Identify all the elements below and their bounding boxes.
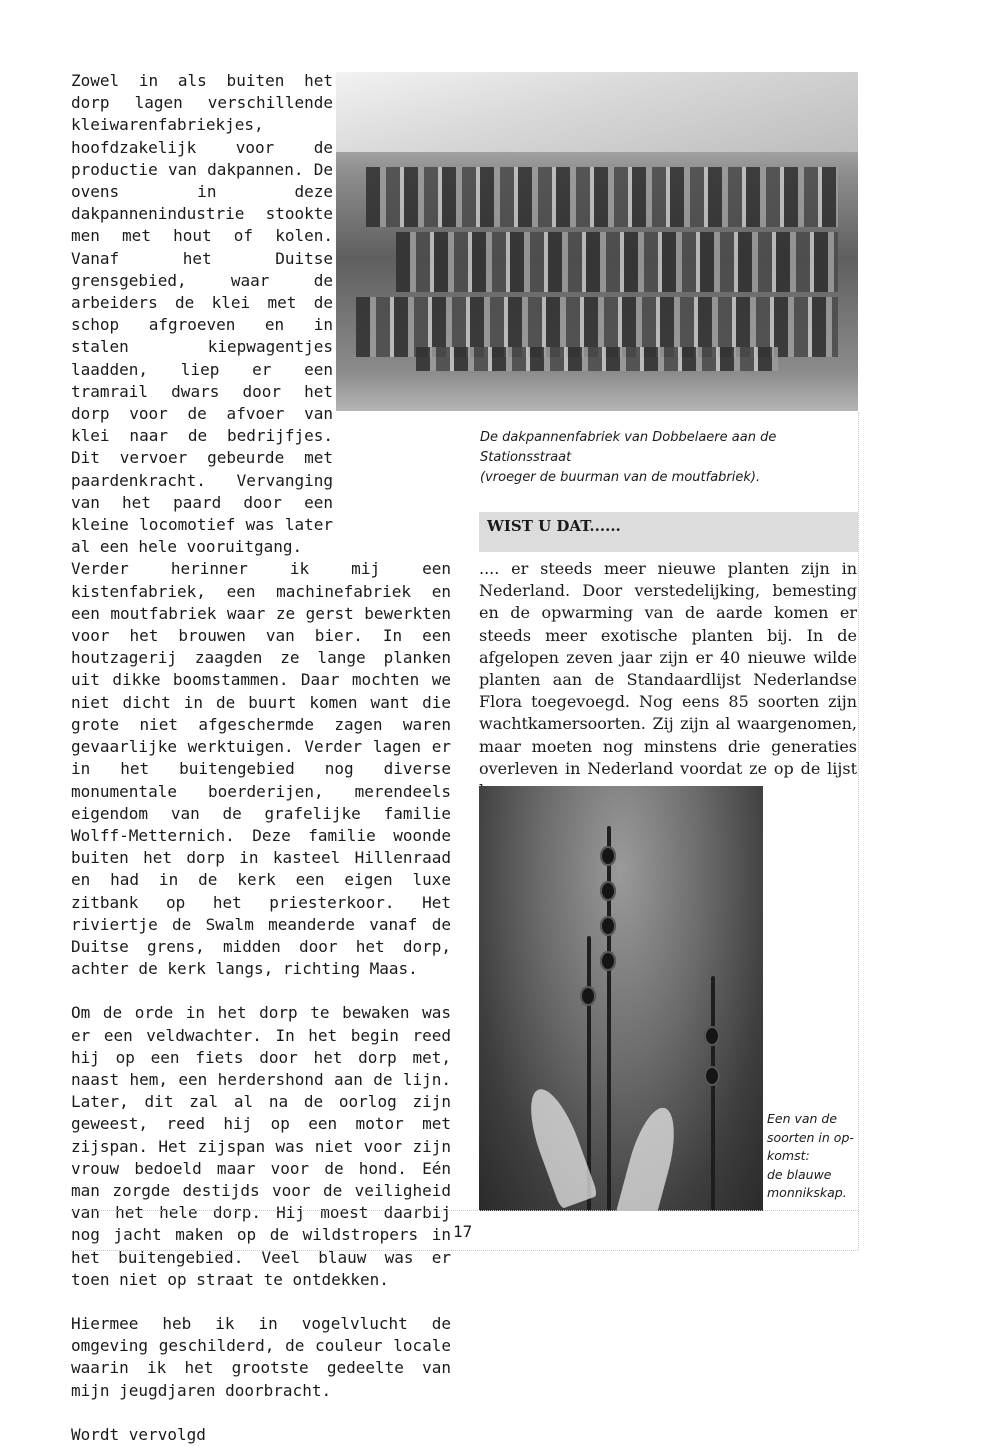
wist-u-dat-text: .... er steeds meer nieuwe planten zijn in Nederland. Door verstedelijking, bemesting en de opwarming van de aarde komen er steeds meer exotische planten bij. In de afgelopen zeven jaar zijn er 40 nieuwe wilde planten aan de Standaardlijst Nederlandse Flora toegevoegd. Nog eens 85 soorten zijn wachtkamersoorten. Zij zijn al waargenomen, maar moeten nog minstens drie generaties overleven in Nederland voordat ze op de lijst — [479, 559, 857, 778]
dotted-divider-top — [71, 1210, 858, 1211]
article-paragraph-2: Om de orde in het dorp te bewaken was er een veldwachter. In het begin reed hij op een fiets door het dorp met, naast hem, een herdershond aan de lijn. Later, dit zal al na de oorlog zijn geweest, reed hij op een motor met zijspan. Het zijspan was niet voor zijn vrouw bedoeld maar voor de hond. Eén man zorgde destijds voor de veiligheid van het hele dorp. Hij moest daarbij nog jacht maken op de wildstropers in het buitengebied. Veel blauw was er toen niet op straat te ontdekken. — [71, 1003, 451, 1289]
article-closing: Wordt vervolgd — [71, 1424, 206, 1444]
wist-u-dat-title: WIST U DAT...... — [487, 517, 621, 535]
dotted-divider-right — [858, 412, 859, 1250]
plant-photo-caption — [767, 1110, 857, 1203]
article-paragraph-3: Hiermee heb ik in vogelvlucht de omgeving geschilderd, de couleur locale waarin ik het grootste gedeelte van mijn jeugdjaren doorbracht. — [71, 1313, 451, 1400]
factory-caption-line-1: De dakpannenfabriek van Dobbelaere aan de Stationsstraat — [480, 430, 777, 465]
wist-u-dat-body — [479, 558, 857, 802]
factory-caption-line-2: (vroeger de buurman van de moutfabriek). — [480, 470, 761, 485]
plant-caption-line-2: de blauwe monnikskap. — [767, 1166, 847, 1200]
page-number: 17 — [453, 1222, 473, 1241]
article-paragraph-1: Zowel in als buiten het dorp lagen verschillende kleiwarenfabriekjes, hoofdzakelijk voor de productie van dakpannen. De ovens in deze dakpannenindustrie stookte men met hout of kolen. Vanaf het Duitse grensgebied, waar de arbeiders de klei met de schop afgroeven en in stalen kiepwagentjes laadden, liep er een tramrail dwars door het dorp voor de afvoer van klei naar de bedrijfjes. Dit vervoer gebeurde met paardenkracht. Vervanging van het paard door een kleine locomotief was later al een hele vooruitgang. — [71, 71, 333, 557]
factory-workers-photo — [336, 72, 858, 411]
dotted-divider-bottom — [71, 1250, 858, 1251]
wist-u-dat-header — [479, 512, 858, 552]
factory-photo-caption — [480, 428, 860, 488]
article-paragraph-1-continued: Verder herinner ik mij een kistenfabriek, een machinefabriek en een moutfabriek waar ze gerst bewerkten voor het brouwen van bier. In een houtzagerij zaagden ze lange planken uit dikke boomstammen. Daar mochten we niet dicht in de buurt komen want die grote niet afgeschermde zagen waren gevaarlijke werktuigen. Verder lagen er in het buitengebied nog diverse monumentale boerderijen, merendeels eigendom van de grafelijke familie Wolff-Metternich. Deze familie woonde buiten het dorp in kasteel Hillenraad en had in de kerk een eigen luxe zitbank op het priesterkoor. Het riviertje de Swalm meanderde vanaf de Duitse grens, midden door het dorp, achter de kerk langs, richting Maas. — [71, 559, 451, 979]
monkshood-plant-photo — [479, 786, 763, 1211]
plant-caption-line-1: Een van de soorten in op-komst: — [767, 1111, 854, 1163]
